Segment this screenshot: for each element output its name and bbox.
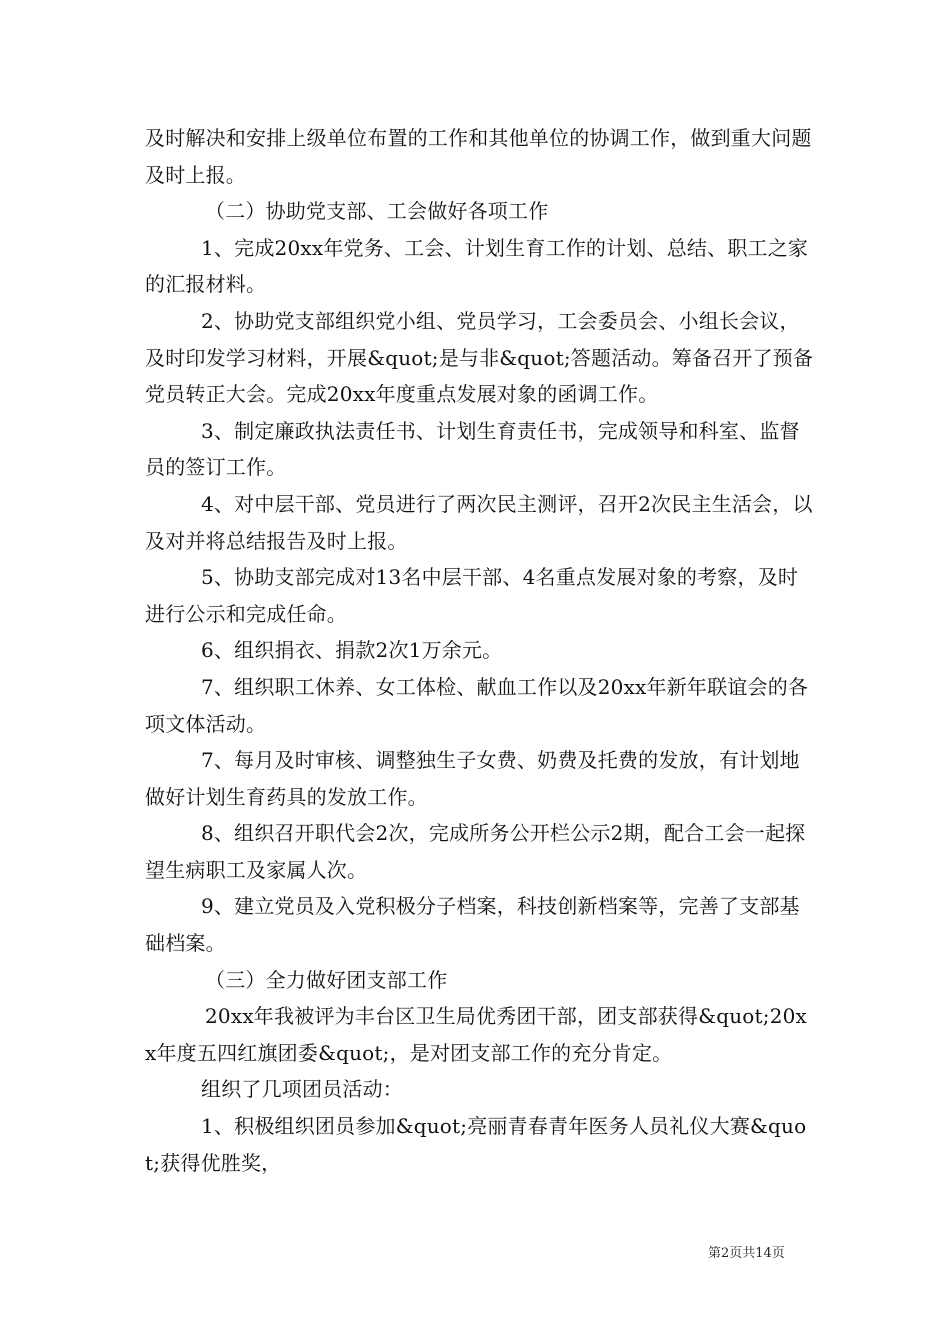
paragraph-1: 及时解决和安排上级单位布置的工作和其他单位的协调工作，做到重大问题及时上报。	[145, 126, 812, 187]
paragraph-10: 7、每月及时审核、调整独生子女费、奶费及托费的发放，有计划地做好计划生育药具的发放工作。	[145, 748, 800, 809]
paragraph-9: 7、组织职工休养、女工体检、献血工作以及20xx年新年联谊会的各项文体活动。	[145, 674, 809, 736]
document-body	[145, 120, 815, 1181]
paragraph-4: 2、协助党支部组织党小组、党员学习，工会委员会、小组长会议，及时印发学习材料，开展&quot;是与非&quot;答题活动。筹备召开了预备党员转正大会。完成20xx年度重点发展对象的函调工作。	[145, 308, 814, 407]
paragraph-16: 1、积极组织团员参加&quot;亮丽青春青年医务人员礼仪大赛&quot;获得优胜奖，	[145, 1114, 807, 1175]
paragraph-2: （二）协助党支部、工会做好各项工作	[205, 199, 549, 224]
paragraph-8: 6、组织捐衣、捐款2次1万余元。	[201, 638, 503, 663]
page-number-footer: 第2页共14页	[708, 1246, 785, 1261]
paragraph-13: （三）全力做好团支部工作	[205, 967, 448, 992]
paragraph-12: 9、建立党员及入党积极分子档案，科技创新档案等，完善了支部基础档案。	[145, 894, 800, 956]
paragraph-5: 3、制定廉政执法责任书、计划生育责任书，完成领导和科室、监督员的签订工作。	[145, 418, 800, 480]
paragraph-3: 1、完成20xx年党务、工会、计划生育工作的计划、总结、职工之家的汇报材料。	[145, 235, 809, 297]
paragraph-7: 5、协助支部完成对13名中层干部、4名重点发展对象的考察，及时进行公示和完成任命。	[145, 565, 799, 626]
paragraph-15: 组织了几项团员活动：	[201, 1077, 403, 1102]
paragraph-14: 20xx年我被评为丰台区卫生局优秀团干部，团支部获得&quot;20xx年度五四红旗团委&quot;，是对团支部工作的充分肯定。	[145, 1004, 808, 1065]
paragraph-6: 4、对中层干部、党员进行了两次民主测评，召开2次民主生活会，以及对并将总结报告及时上报。	[145, 491, 813, 553]
paragraph-11: 8、组织召开职代会2次，完成所务公开栏公示2期，配合工会一起探望生病职工及家属人次。	[145, 821, 806, 882]
